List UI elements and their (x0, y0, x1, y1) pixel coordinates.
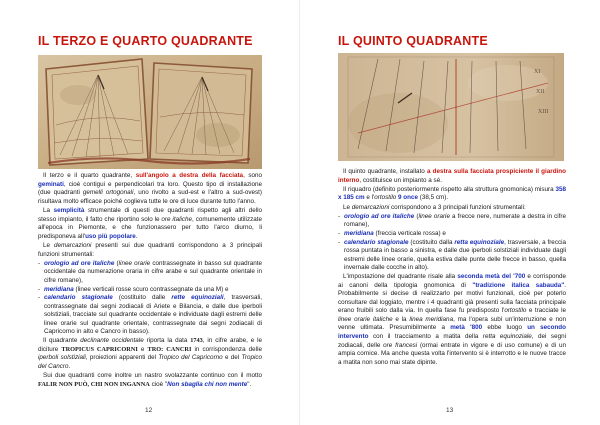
page-number-right: 13 (446, 407, 454, 414)
text-run: Sui due quadranti corre inoltre un nastro svolazzante continuo con il motto (43, 372, 262, 380)
text-run: . Probabilmente si decise di realizzarlo per motivi funzionali, cioè per poterlo consultare dal loggiato, mentre i 4 quadranti già presenti sulla facciata principale erano fruibili solo dalla via. In quella fase fu predisposto l' (338, 281, 567, 315)
text-run: e la (392, 315, 410, 323)
italic-term: ore italiche (161, 215, 193, 223)
italic-term: ore francesi (383, 341, 418, 349)
paragraph-dimensioni (338, 186, 566, 203)
list-dash: - (38, 285, 41, 293)
highlight-period: seconda metà del '700 (457, 272, 526, 280)
text-run: , in cifre arabe, e le diciture (38, 337, 262, 353)
text-run: (38,5 cm). (417, 194, 449, 202)
list-term: orologio ad ore italiche (44, 259, 115, 267)
list-item (338, 213, 566, 230)
text-run: , comunemente utilizzate all'epoca in Piemonte, e che funzionassero per tutto l'arco diurno, li predisponeva all' (38, 215, 262, 240)
text-run: , uno rivolto a sud-est e l'altro a sud-ovest) risultava molto efficace poiché coglieva tutte le ore di luce durante tutto l'anno. (38, 189, 262, 205)
date-1743: 1743 (190, 337, 203, 345)
italic-term: iperboli solstiziali (38, 354, 86, 362)
text-run: ( (114, 259, 119, 267)
text-run: , proiezioni apparenti del (85, 354, 159, 362)
text-run: , trasversali, contrassegnate dai segni zodiacali di Ariete e Bilancia, e dalle due iperboli solstiziali, tracciate sul quadrante occidentale e individuate dagli estremi delle linee orarie sul quadrante orientale, contrassegnate dai segni zodiacali di Capricorno in alto e Cancro in basso). (44, 294, 262, 336)
list-term: retta equinoziale (454, 238, 505, 246)
text-run: riporta la data (143, 337, 191, 345)
text-run: ". (247, 380, 252, 388)
text-run: La (43, 206, 54, 214)
highlight-geminati: geminati (38, 180, 64, 188)
highlight-location: a destra sulla facciata prospiciente il giardino interno (338, 168, 566, 184)
functions-list (38, 260, 262, 337)
italic-term: ortostilo (374, 194, 397, 202)
text-run: Il quadrante (43, 337, 81, 345)
text-run: (costituito dalla (408, 238, 455, 246)
italic-term: Tropico del Cancro (38, 354, 262, 370)
list-term: rette equinoziali (171, 294, 224, 302)
text-run: ( (414, 212, 419, 220)
text-run: Il terzo e il quarto quadrante, (43, 172, 136, 179)
list-item (338, 230, 566, 239)
sundial-photo-fifth (338, 53, 564, 161)
text-run: Le (43, 241, 54, 249)
paragraph-demarcazioni (338, 204, 566, 213)
highlight-uso-popolare: uso più popolare (85, 232, 136, 240)
italic-term: linee orarie (118, 259, 151, 267)
motto-translation: Non sbaglia chi non mente (167, 380, 248, 388)
text-run: cioè " (149, 380, 168, 388)
motto-inscription: FALIR NON PUÒ, CHI NON INGANNA (38, 380, 150, 388)
text-run: . (135, 232, 138, 240)
italic-term: gemelli ortogonali (82, 189, 134, 197)
right-page-body (338, 168, 566, 368)
text-run: , trasversale, a freccia rossa puntata in basso a sinistra, e dalle due iperboli solstiziali individuate dagli estremi delle linee orarie, quella estiva dalle punte delle frecce in basso, quella invernale dalle cocche in alto). (344, 238, 567, 272)
text-run: a frecce nere, numerate a destra in cifre romane), (344, 212, 566, 229)
highlight-tradizione: "tradizione italica sabauda" (472, 281, 565, 289)
text-run: presenti sui due quadranti corrispondono a 3 principali funzioni strumentali: (38, 241, 262, 258)
paragraph-semplicita (38, 207, 262, 241)
text-run: , cioè contigui e perpendicolari tra loro. Questo tipo di installazione (due quadranti (38, 180, 262, 197)
highlight-meta-800: metà '800 (450, 324, 483, 332)
text-run: , sono (243, 172, 263, 179)
text-run: in corrispondenza delle (191, 345, 262, 353)
paragraph-demarcazioni (38, 242, 262, 259)
list-dash: - (38, 259, 41, 267)
list-item (38, 286, 262, 295)
text-run: , costituisce un impianto a sé. (359, 176, 442, 184)
right-page (300, 0, 600, 425)
list-term: calendario stagionale (44, 294, 113, 302)
text-run: . (68, 362, 71, 370)
list-term: calendario stagionale (344, 238, 409, 246)
text-run: (costituito dalle (112, 294, 172, 302)
text-run: (ormai entrate in vigore e di uso comune) e di un ampia cornice. Ma anche questa volta l'intervento si è interrotto e le nuove tracce a matita non sono mai state dipinte. (338, 341, 566, 366)
functions-list (338, 213, 566, 273)
list-item (38, 294, 262, 337)
list-dash: - (38, 294, 41, 302)
text-run: (freccia verticale rossa) e (373, 229, 446, 237)
highlight-once: 9 once (398, 194, 418, 202)
page-number-left: 12 (145, 407, 153, 414)
text-run: , ma l'opera subì un'interruzione e non venne ultimata. Presumibilmente a (338, 315, 566, 332)
right-page-title: IL QUINTO QUADRANTE (338, 34, 488, 48)
paragraph-geminati (38, 172, 262, 206)
text-run: e del (222, 354, 242, 362)
list-item (338, 239, 566, 273)
text-run: e corrisponde ai canoni della tipologia gnomonica di (338, 272, 566, 289)
list-dash: - (338, 229, 341, 237)
text-run: corrispondono a 3 principali funzioni strumentali: (389, 203, 526, 211)
text-run: contrassegnate in basso sul quadrante occidentale da numerazione oraria in cifre arabe e sul quadrante orientale in cifre romane), (44, 259, 262, 284)
text-run: e tracciate le (526, 307, 566, 315)
italic-term: linee orarie (418, 212, 450, 220)
italic-term: Tropico del Capricorno (158, 354, 223, 362)
highlight-semplicita: semplicità (53, 206, 85, 214)
text-run: L'impostazione del quadrante risale alla (343, 272, 458, 280)
inscription-cancri: TRO: CANCRI (147, 345, 192, 353)
svg-text:XI: XI (534, 69, 541, 75)
svg-text:XII: XII (536, 89, 545, 95)
italic-term: linee orarie italiche (338, 315, 393, 323)
italic-term: declinante occidentale (80, 337, 144, 345)
list-item (38, 260, 262, 286)
text-run: (linee verticali rosse scuro contrassegnate da una M) e (73, 285, 229, 293)
list-term: meridiana (344, 229, 374, 237)
paragraph-impostazione (338, 273, 566, 368)
inscription-capricorni: TROPICUS CAPRICORNI (61, 345, 138, 353)
paragraph-motto (38, 372, 262, 389)
italic-term: retta equinoziale (482, 333, 532, 341)
italic-term: ortostilo (504, 307, 527, 315)
italic-term: demarcazioni (53, 241, 92, 249)
highlight-location: sull'angolo a destra della facciata (135, 172, 244, 179)
highlight-dimensions: 358 x 185 cm (338, 185, 566, 202)
italic-term: demarcazioni (351, 203, 390, 211)
sundial-photo-third-fourth (38, 55, 262, 169)
list-term: orologio ad ore italiche (344, 212, 415, 220)
svg-text:XIII: XIII (538, 109, 549, 115)
text-run: ebbe luogo (482, 324, 528, 332)
left-page-body (38, 172, 262, 390)
highlight-secondo-intervento: un secondo intervento (338, 324, 566, 341)
text-run: Le (343, 203, 352, 211)
left-page-title: IL TERZO E QUARTO QUADRANTE (38, 34, 253, 48)
list-dash: - (338, 238, 341, 246)
list-dash: - (338, 212, 341, 220)
text-run: e l' (364, 194, 375, 202)
list-term: meridiana (44, 285, 74, 293)
paragraph-installazione (338, 168, 566, 185)
text-run: Il riquadro (definito posteriormente rispetto alla struttura gnomonica) misura (343, 185, 556, 193)
text-run: strumentale di questi due quadranti rispetto agli altri dello stesso impianto, il fatto che riportino solo le (38, 206, 263, 223)
text-run: e (137, 345, 148, 353)
text-run: , dei segni zodiacali, delle (338, 333, 566, 349)
italic-term: linea meridiana (409, 315, 454, 323)
paragraph-declinante (38, 337, 262, 371)
text-run: Il quinto quadrante, installato (343, 168, 427, 175)
text-run: con il tracciamento a matita della (368, 333, 483, 341)
